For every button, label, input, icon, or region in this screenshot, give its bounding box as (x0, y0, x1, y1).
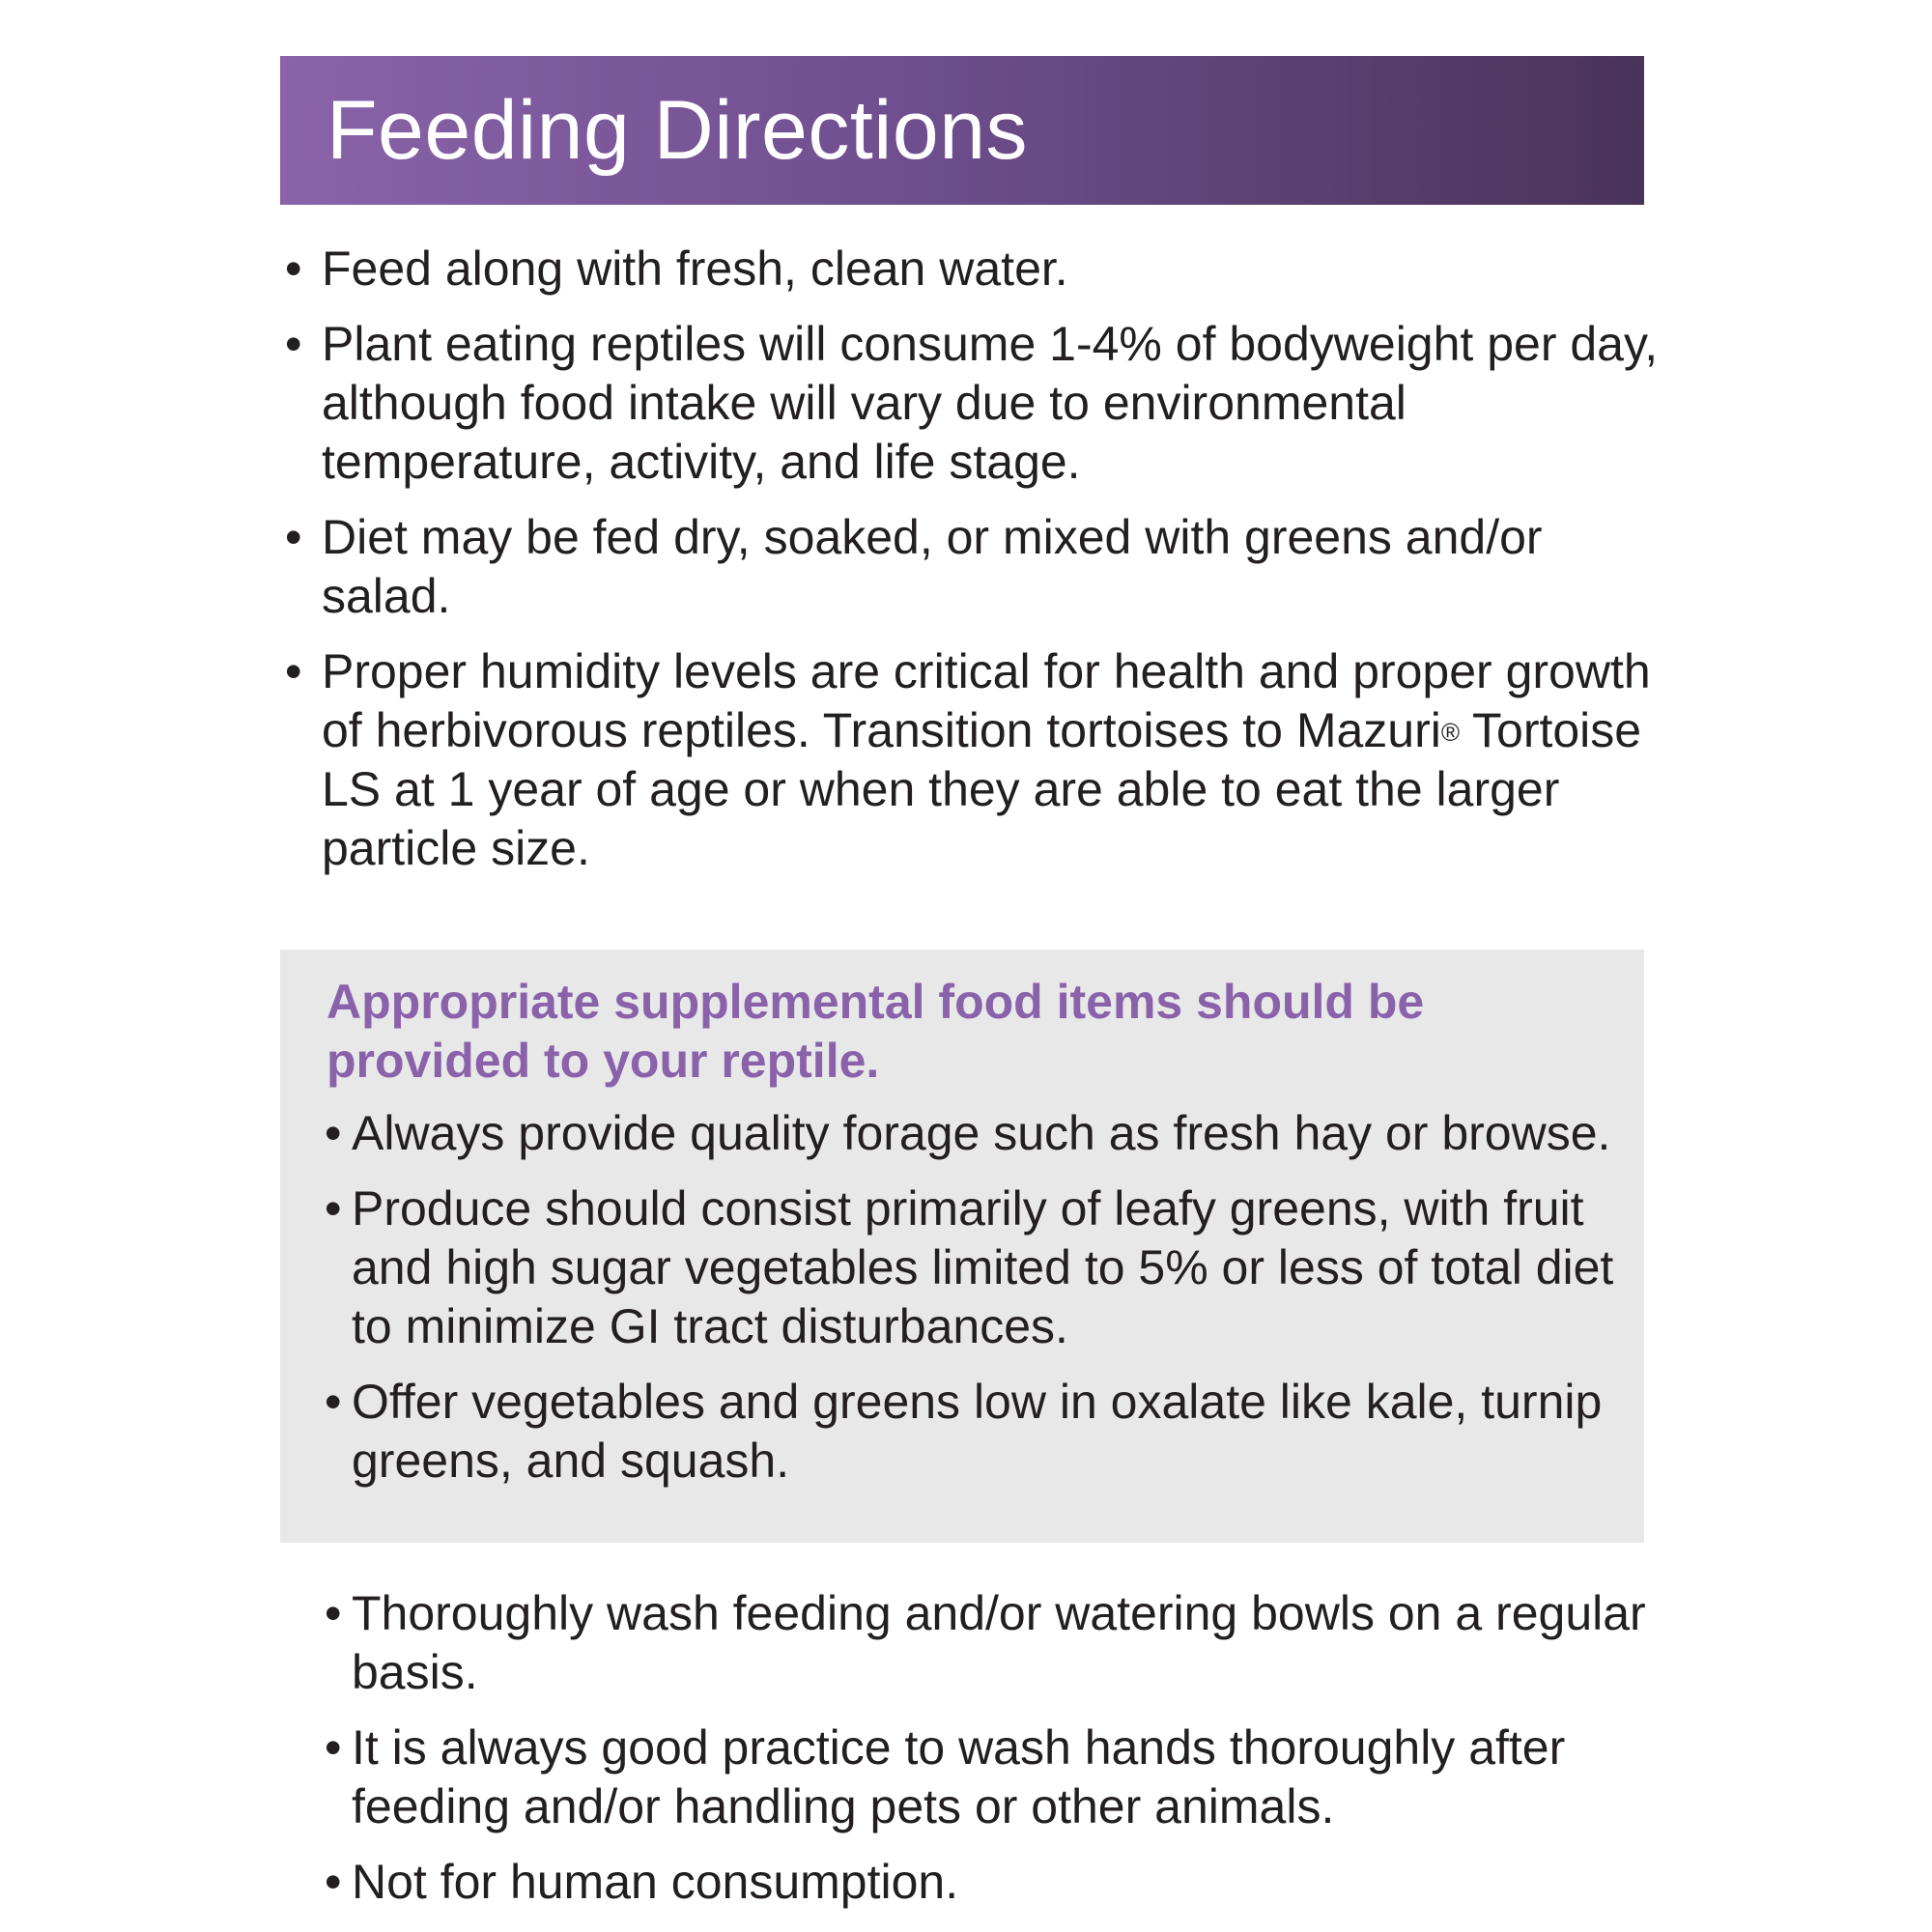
list-item (325, 1719, 1646, 1836)
feeding-directions-list (285, 240, 1674, 895)
direction-text: Plant eating reptiles will consume 1-4% of bodyweight per day, although food intake will vary due to environmental temperature, activity, and life stage. (322, 317, 1659, 489)
care-list (325, 1584, 1646, 1928)
care-text: It is always good practice to wash hands thoroughly after feeding and/or handling pets or other animals. (352, 1720, 1566, 1833)
page-title: Feeding Directions (327, 84, 1029, 177)
supplemental-list (325, 1104, 1646, 1507)
list-item (325, 1584, 1646, 1702)
care-text: Thoroughly wash feeding and/or watering bowls on a regular basis. (352, 1586, 1646, 1699)
list-item (325, 1179, 1646, 1356)
header-banner (280, 56, 1644, 205)
care-text: Not for human consumption. (352, 1855, 959, 1909)
direction-text: Proper humidity levels are critical for health and proper growth of herbivorous reptiles. Transition tortoises to Mazuri (322, 644, 1651, 757)
bullet-icon: • (325, 1720, 342, 1775)
list-item (285, 508, 1674, 626)
direction-text: Feed along with fresh, clean water. (322, 242, 1068, 296)
list-item (285, 240, 1674, 298)
supplemental-text: Offer vegetables and greens low in oxalate like kale, turnip greens, and squash. (352, 1375, 1603, 1488)
direction-text: Diet may be fed dry, soaked, or mixed with greens and/or salad. (322, 510, 1543, 623)
supplemental-heading: Appropriate supplemental food items should be provided to your reptile. (327, 975, 1425, 1088)
supplemental-text: Always provide quality forage such as fresh hay or browse. (352, 1106, 1611, 1160)
bullet-icon: • (325, 1855, 342, 1909)
list-item (285, 315, 1674, 492)
bullet-icon: • (285, 644, 302, 698)
list-item (325, 1853, 1646, 1912)
bullet-icon: • (325, 1181, 342, 1236)
bullet-icon: • (325, 1106, 342, 1160)
list-item (285, 642, 1674, 878)
direction-text-continued: Tortoise LS at 1 year of age or when they are able to eat the larger particle size. (322, 703, 1642, 875)
bullet-icon: • (325, 1375, 342, 1429)
bullet-icon: • (325, 1586, 342, 1640)
bullet-icon: • (285, 242, 302, 296)
list-item (325, 1373, 1646, 1491)
list-item (325, 1104, 1646, 1163)
bullet-icon: • (285, 510, 302, 564)
registered-mark: ® (1440, 718, 1461, 747)
bullet-icon: • (285, 317, 302, 371)
supplemental-text: Produce should consist primarily of leafy greens, with fruit and high sugar vegetables limited to 5% or less of total diet to minimize GI tract disturbances. (352, 1181, 1614, 1353)
